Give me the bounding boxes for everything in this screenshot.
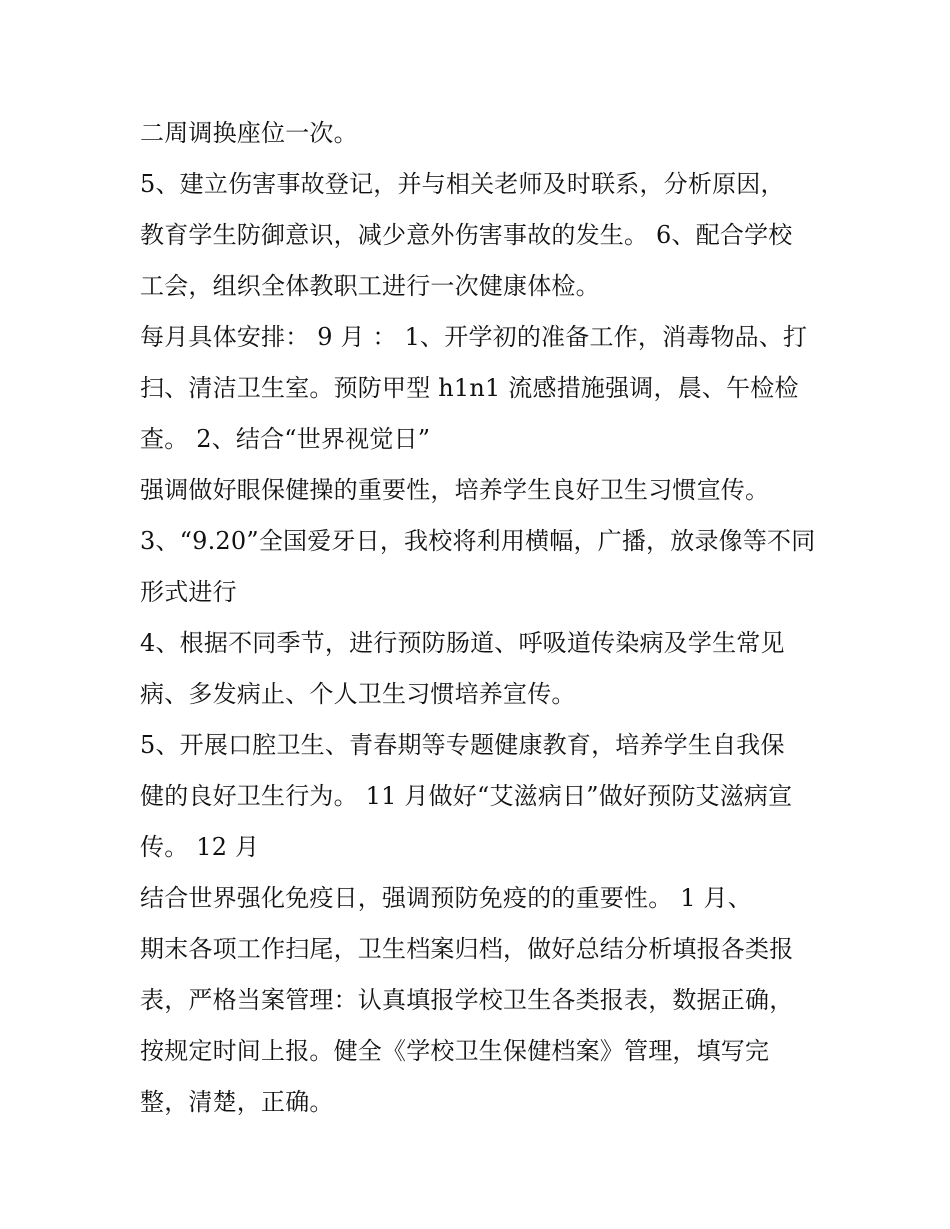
- text-line: 工会，组织全体教职工进行一次健康体检。: [140, 272, 600, 300]
- text-line: 传。 12 月: [140, 833, 260, 861]
- text-line: 5、建立伤害事故登记，并与相关老师及时联系，分析原因，: [140, 170, 785, 198]
- text-line: 5、开展口腔卫生、青春期等专题健康教育，培养学生自我保: [140, 731, 785, 759]
- text-line: 扫、清洁卫生室。预防甲型 h1n1 流感措施强调，晨、午检检: [140, 374, 799, 402]
- text-line: 查。 2、结合“世界视觉日”: [140, 425, 431, 453]
- text-line: 结合世界强化免疫日，强调预防免疫的的重要性。 1 月、: [140, 884, 752, 912]
- text-line: 教育学生防御意识，减少意外伤害事故的发生。 6、配合学校: [140, 221, 793, 249]
- text-line: 4、根据不同季节，进行预防肠道、呼吸道传染病及学生常见: [140, 629, 785, 657]
- text-line: 按规定时间上报。健全《学校卫生保健档案》管理，填写完: [140, 1037, 770, 1065]
- text-line: 每月具体安排： 9 月 ： 1、开学初的准备工作，消毒物品、打: [140, 323, 808, 351]
- text-line: 强调做好眼保健操的重要性，培养学生良好卫生习惯宣传。: [140, 476, 770, 504]
- text-line: 表，严格当案管理：认真填报学校卫生各类报表，数据正确，: [140, 986, 794, 1014]
- text-line: 整，清楚，正确。: [140, 1088, 334, 1116]
- text-line: 形式进行: [140, 578, 237, 606]
- text-line: 二周调换座位一次。: [140, 119, 358, 147]
- text-line: 期末各项工作扫尾，卫生档案归档，做好总结分析填报各类报: [140, 935, 794, 963]
- text-line: 3、“9.20”全国爱牙日，我校将利用横幅，广播，放录像等不同: [140, 527, 816, 555]
- text-line: 健的良好卫生行为。 11 月做好“艾滋病日”做好预防艾滋病宣: [140, 782, 793, 810]
- text-line: 病、多发病止、个人卫生习惯培养宣传。: [140, 680, 576, 708]
- document-body: [140, 108, 830, 1128]
